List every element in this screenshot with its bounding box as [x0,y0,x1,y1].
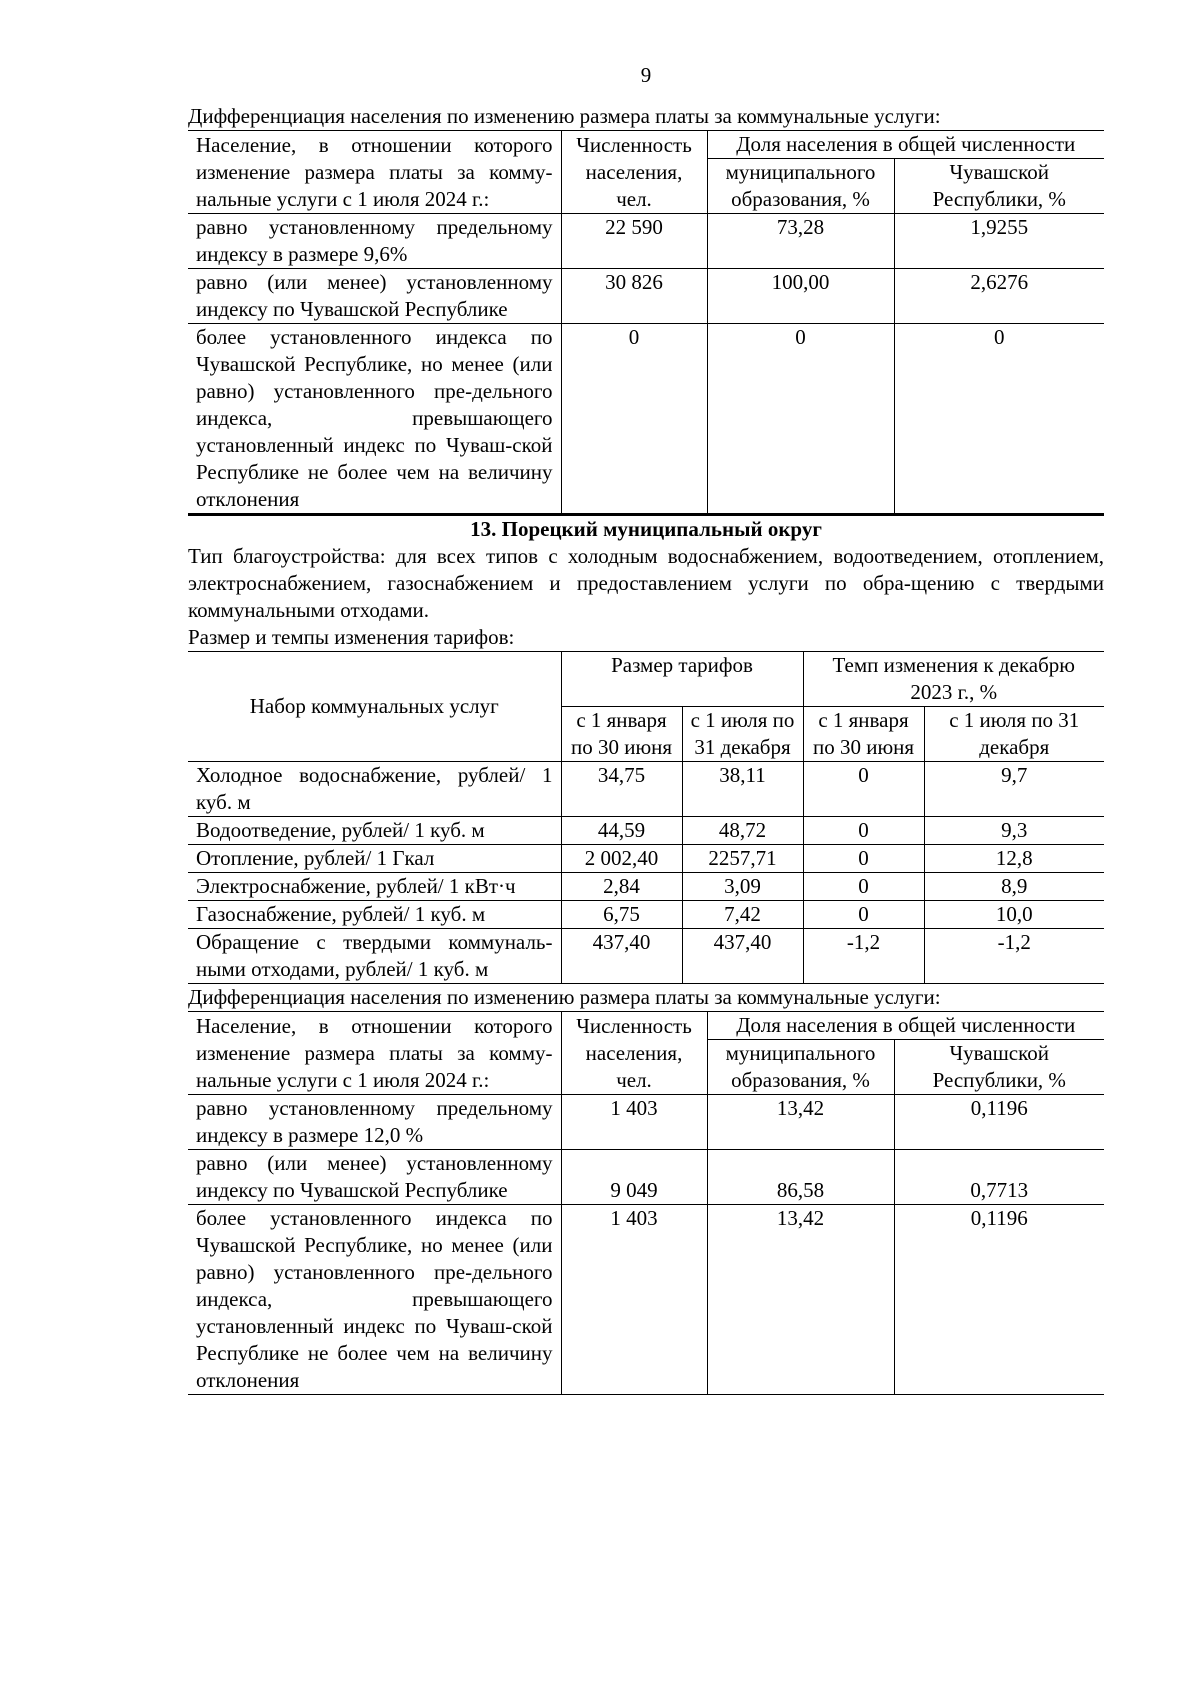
row-municipal: 100,00 [707,269,894,324]
table-row [188,901,1104,929]
table-row [188,873,1104,901]
row-municipal: 13,42 [707,1095,894,1150]
header-share: Доля населения в общей численности [707,1012,1104,1040]
rate-jan-jun: 0 [803,901,924,929]
table-row [188,1095,1104,1150]
bottom-differentiation-caption: Дифференциация населения по изменению размера платы за коммунальные услуги: [188,985,941,1009]
row-count: 30 826 [561,269,707,324]
top-differentiation-table [188,130,1104,514]
table-row [188,324,1104,514]
tariff-jan-jun: 2 002,40 [561,845,682,873]
tariff-jan-jun: 2,84 [561,873,682,901]
header-size-jan-jun: с 1 января по 30 июня [561,707,682,762]
row-municipal: 0 [707,324,894,514]
header-municipal: муниципального образования, % [707,159,894,214]
rate-jan-jun: 0 [803,873,924,901]
header-size-jul-dec: с 1 июля по 31 декабря [682,707,803,762]
row-count: 1 403 [561,1205,707,1395]
row-count: 22 590 [561,214,707,269]
improvement-type-text: Тип благоустройства: для всех типов с холодным водоснабжением, водоотведением, отоплением, электроснабжением, газоснабжением и предоставлением услуги по обра-щению с твердыми коммунальными отходами. [188,544,1104,622]
rate-jan-jun: 0 [803,762,924,817]
row-republic: 0,1196 [894,1095,1104,1150]
service-name: Газоснабжение, рублей/ 1 куб. м [188,901,561,929]
tariff-jul-dec: 38,11 [682,762,803,817]
table-header-row [188,131,1104,159]
header-rate-jan-jun: с 1 января по 30 июня [803,707,924,762]
rate-jul-dec: -1,2 [924,929,1104,984]
tariff-jan-jun: 6,75 [561,901,682,929]
row-municipal: 73,28 [707,214,894,269]
header-municipal: муниципального образования, % [707,1040,894,1095]
header-republic: Чувашской Республики, % [894,1040,1104,1095]
row-label: равно (или менее) установленному индексу по Чувашской Республике [188,269,561,324]
row-count: 1 403 [561,1095,707,1150]
service-name: Холодное водоснабжение, рублей/ 1 куб. м [188,762,561,817]
row-label: равно установленному предельному индексу в размере 9,6% [188,214,561,269]
rate-jul-dec: 8,9 [924,873,1104,901]
rate-jul-dec: 10,0 [924,901,1104,929]
bottom-differentiation-table [188,1011,1104,1395]
tariff-jul-dec: 7,42 [682,901,803,929]
row-municipal: 86,58 [707,1150,894,1205]
row-label: равно (или менее) установленному индексу по Чувашской Республике [188,1150,561,1205]
rate-jan-jun: -1,2 [803,929,924,984]
table-row [188,817,1104,845]
rate-jul-dec: 9,7 [924,762,1104,817]
row-republic: 0,7713 [894,1150,1104,1205]
row-municipal: 13,42 [707,1205,894,1395]
header-tariff-size: Размер тарифов [561,652,803,707]
row-label: более установленного индекса по Чувашской Республике, но менее (или равно) установленного пре-дельного индекса, превышающего установленный индекс по Чуваш-ской Республике не более чем на величину отклонения [188,324,561,514]
header-share: Доля населения в общей численности [707,131,1104,159]
table-row [188,845,1104,873]
service-name: Обращение с твердыми коммуналь-ными отходами, рублей/ 1 куб. м [188,929,561,984]
section-title: 13. Порецкий муниципальный округ [188,514,1104,543]
table-header-row [188,652,1104,707]
top-differentiation-caption: Дифференциация населения по изменению размера платы за коммунальные услуги: [188,104,941,128]
row-count: 0 [561,324,707,514]
header-change-rate: Темп изменения к декабрю 2023 г., % [803,652,1104,707]
tariff-jul-dec: 437,40 [682,929,803,984]
tariff-caption: Размер и темпы изменения тарифов: [188,625,515,649]
service-name: Отопление, рублей/ 1 Гкал [188,845,561,873]
row-republic: 0,1196 [894,1205,1104,1395]
tariff-jan-jun: 44,59 [561,817,682,845]
tariff-jul-dec: 48,72 [682,817,803,845]
row-republic: 2,6276 [894,269,1104,324]
row-label: более установленного индекса по Чувашской Республике, но менее (или равно) установленного пре-дельного индекса, превышающего установленный индекс по Чуваш-ской Республике не более чем на величину отклонения [188,1205,561,1395]
header-rate-jul-dec: с 1 июля по 31 декабря [924,707,1104,762]
row-count: 9 049 [561,1150,707,1205]
header-count: Численность населения, чел. [561,1012,707,1095]
rate-jan-jun: 0 [803,817,924,845]
table-row [188,929,1104,984]
header-population: Население, в отношении которого изменение размера платы за комму-нальные услуги с 1 июля 2024 г.: [188,131,561,214]
table-row [188,762,1104,817]
row-label: равно установленному предельному индексу в размере 12,0 % [188,1095,561,1150]
tariff-jul-dec: 2257,71 [682,845,803,873]
page-number: 9 [640,63,652,87]
row-republic: 0 [894,324,1104,514]
document-page [188,62,1104,1395]
table-row [188,214,1104,269]
table-row [188,1150,1104,1205]
service-name: Электроснабжение, рублей/ 1 кВт·ч [188,873,561,901]
tariff-table [188,651,1104,984]
tariff-jul-dec: 3,09 [682,873,803,901]
header-services: Набор коммунальных услуг [188,652,561,762]
row-republic: 1,9255 [894,214,1104,269]
table-header-row [188,1012,1104,1040]
service-name: Водоотведение, рублей/ 1 куб. м [188,817,561,845]
table-row [188,269,1104,324]
rate-jul-dec: 12,8 [924,845,1104,873]
header-republic: Чувашской Республики, % [894,159,1104,214]
header-population: Население, в отношении которого изменение размера платы за комму-нальные услуги с 1 июля 2024 г.: [188,1012,561,1095]
rate-jul-dec: 9,3 [924,817,1104,845]
tariff-jan-jun: 34,75 [561,762,682,817]
table-row [188,1205,1104,1395]
tariff-jan-jun: 437,40 [561,929,682,984]
rate-jan-jun: 0 [803,845,924,873]
header-count: Численность населения, чел. [561,131,707,214]
